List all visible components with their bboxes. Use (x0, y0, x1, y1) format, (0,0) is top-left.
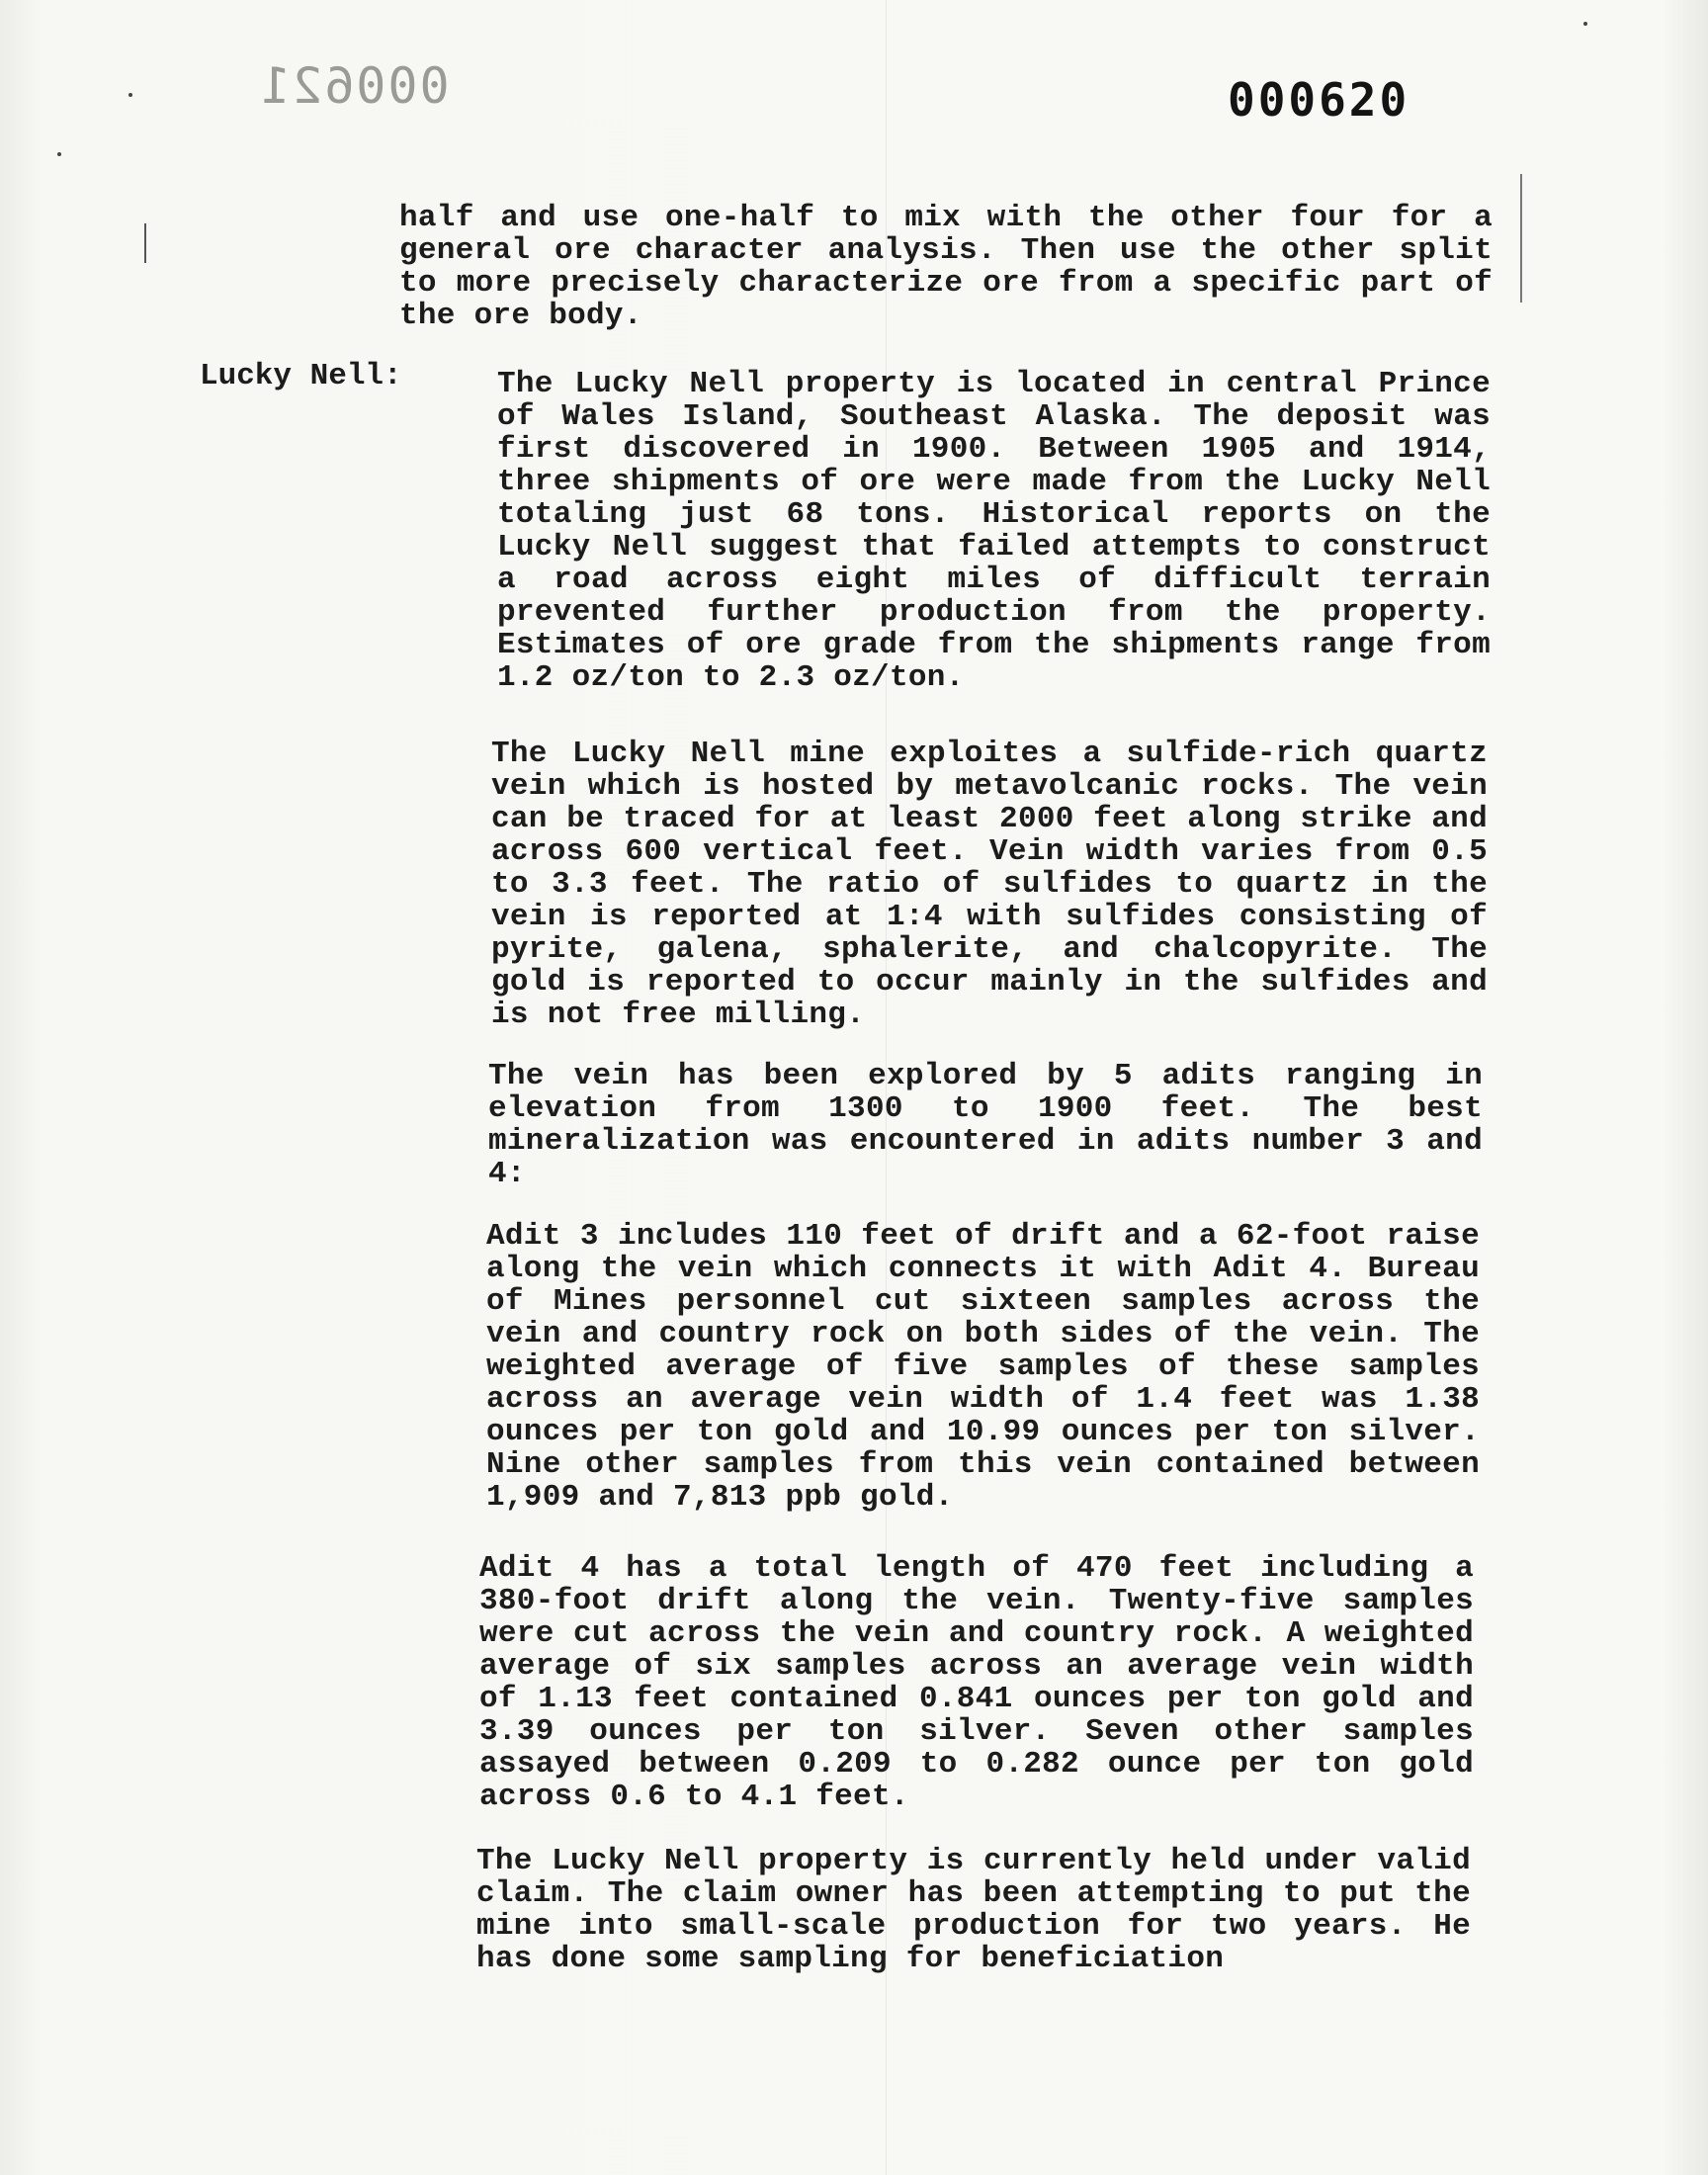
scan-dot (128, 93, 132, 97)
scan-mark (1520, 174, 1522, 303)
scan-mark (144, 223, 146, 263)
paragraph-claim-status: The Lucky Nell property is currently held under valid claim. The claim owner has been attempting to put the mine into small-scale production for two years. He has done some sampling for beneficiation (476, 1844, 1471, 1976)
paragraph-adits: The vein has been explored by 5 adits ranging in elevation from 1300 to 1900 feet. The best mineralization was encountered in adits number 3 and 4: (488, 1059, 1483, 1191)
page-number: 000620 (1228, 73, 1410, 127)
scan-dot (57, 152, 61, 156)
section-label: Lucky Nell: (200, 359, 402, 393)
paragraph-adit-3: Adit 3 includes 110 feet of drift and a 62-foot raise along the vein which connects it with Adit 4. Bureau of Mines personnel cut sixteen samples across the vein and country rock on both sides of the vein. The weighted average of five samples of these samples across an average vein width of 1.4 feet was 1.38 ounces per ton gold and 10.99 ounces per ton silver. Nine other samples from this vein contained between 1,909 and 7,813 ppb gold. (486, 1219, 1480, 1515)
intro-paragraph: half and use one-half to mix with the other four for a general ore character analysis. Then use the other split to more precisely characterize ore from a specific part of the ore body. (399, 201, 1493, 333)
paragraph-adit-4: Adit 4 has a total length of 470 feet including a 380-foot drift along the vein. Twenty-five samples were cut across the vein and country rock. A weighted average of six samples across an average vein width of 1.13 feet contained 0.841 ounces per ton gold and 3.39 ounces per ton silver. Seven other samples assayed between 0.209 to 0.282 ounce per ton gold across 0.6 to 4.1 feet. (479, 1551, 1474, 1814)
scan-dot (1583, 22, 1587, 26)
paragraph-geology: The Lucky Nell mine exploites a sulfide-rich quartz vein which is hosted by metavolcanic rocks. The vein can be traced for at least 2000 feet along strike and across 600 vertical feet. Vein width varies from 0.5 to 3.3 feet. The ratio of sulfides to quartz in the vein is reported at 1:4 with sulfides consisting of pyrite, galena, sphalerite, and chalcopyrite. The gold is reported to occur mainly in the sulfides and is not free milling. (491, 737, 1488, 1032)
bleed-through-page-number: 000621 (259, 57, 450, 115)
paragraph-location: The Lucky Nell property is located in central Prince of Wales Island, Southeast Alaska. The deposit was first discovered in 1900. Between 1905 and 1914, three shipments of ore were made from the Lucky Nell totaling just 68 tons. Historical reports on the Lucky Nell suggest that failed attempts to construct a road across eight miles of difficult terrain prevented further production from the property. Estimates of ore grade from the shipments range from 1.2 oz/ton to 2.3 oz/ton. (497, 367, 1491, 695)
